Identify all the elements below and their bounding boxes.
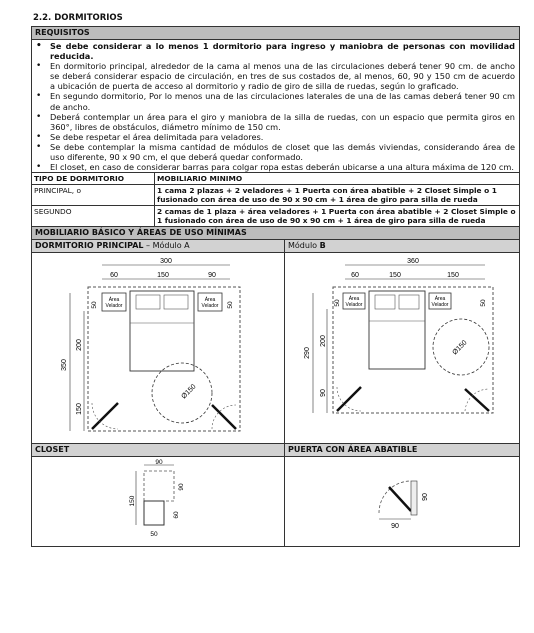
dim-side-left: 50 xyxy=(334,299,341,307)
circle-label: Ø150 xyxy=(180,383,198,401)
requisito-item: • Se debe contemplar la misma cantidad de módulos de closet que las demás viviendas, considerando área de uso diferente, 90 x 90 cm, el que deberá quedar conformado. xyxy=(36,142,515,162)
dim-total-height: 350 xyxy=(61,359,68,372)
table-header-row xyxy=(32,173,519,185)
cell-tipo: SEGUNDO xyxy=(32,206,155,227)
dim-left-0: 200 xyxy=(76,339,83,352)
closet-title-text: CLOSET xyxy=(35,445,70,455)
velador-label: Área xyxy=(348,296,360,303)
closet-box xyxy=(144,501,164,525)
requisito-item: • Deberá contemplar un área para el giro y maniobra de la silla de ruedas, con un espacio que permita giros en 360°, libres de obstáculos, diámetro mínimo de 150 cm. xyxy=(36,112,515,132)
table-row xyxy=(32,185,519,206)
door-leaf xyxy=(212,405,236,429)
dim-left-1: 150 xyxy=(76,403,83,416)
dim-top-0: 60 xyxy=(110,272,118,280)
closet-cell xyxy=(32,444,285,546)
plan-a-title-bold: DORMITORIO PRINCIPAL xyxy=(35,241,144,251)
circle-label: Ø150 xyxy=(451,339,469,357)
door-jamb xyxy=(411,481,417,515)
dim-side-right: 50 xyxy=(227,301,234,309)
plans-row xyxy=(32,240,519,443)
requisitos-list-wrap xyxy=(32,40,519,172)
plan-a-title xyxy=(32,240,284,253)
dim-top-2: 90 xyxy=(208,272,216,280)
door-leaf xyxy=(337,387,361,411)
requisitos-list xyxy=(36,41,515,172)
dim-top-1: 150 xyxy=(389,272,401,280)
velador-label: Área xyxy=(434,296,446,303)
bed-double xyxy=(130,291,194,371)
velador-label: Área xyxy=(204,297,216,304)
dim-total-height: 290 xyxy=(304,347,311,360)
plan-b-title-prefix: Módulo xyxy=(288,241,320,251)
closet-shelf: 60 xyxy=(173,511,180,519)
closet-bottom: 50 xyxy=(150,531,158,539)
dim-side-left: 50 xyxy=(91,301,98,309)
section-title: 2.2. DORMITORIOS xyxy=(33,13,123,23)
velador-label: Velador xyxy=(105,303,123,310)
closet-width: 90 xyxy=(155,459,163,467)
plan-b-cell xyxy=(285,240,519,443)
bed-single xyxy=(369,291,425,369)
dim-total-width: 300 xyxy=(160,258,172,266)
plan-b-title xyxy=(285,240,519,253)
dim-total-width: 360 xyxy=(407,258,419,266)
velador-label: Velador xyxy=(201,303,219,310)
plan-b-drawing xyxy=(285,253,519,438)
dim-top-1: 150 xyxy=(157,272,169,280)
areas-header: MOBILIARIO BÁSICO Y ÁREAS DE USO MÍNIMAS xyxy=(32,226,519,240)
velador-label: Velador xyxy=(431,302,449,309)
door-leaf xyxy=(389,487,411,511)
details-row xyxy=(32,443,519,546)
requisito-item: • En segundo dormitorio, Por lo menos una de las circulaciones laterales de una de las camas deberá tener 90 cm de ancho. xyxy=(36,91,515,111)
col-header-tipo: TIPO DE DORMITORIO xyxy=(32,173,155,185)
requisito-item: • Se debe considerar a lo menos 1 dormitorio para ingreso y maniobra de personas con movilidad reducida. xyxy=(36,41,515,61)
closet-use-depth: 90 xyxy=(178,483,185,491)
cell-mobiliario: 2 camas de 1 plaza + área veladores + 1 Puerta con área abatible + 2 Closet Simple o 1 fusionado con área de uso de 90 x 90 cm + 1 área de giro para silla de rueda xyxy=(155,206,520,227)
puerta-title xyxy=(285,444,519,457)
col-header-mobiliario: MOBILIARIO MINIMO xyxy=(155,173,520,185)
requisito-item: • En dormitorio principal, alrededor de la cama al menos una de las circulaciones deberá tener 90 cm. de ancho se deberá considerar espacio de circulación, en tres de sus costados de, al menos, 60, 90 y 150 cm de acuerdo a ubicación de puerta de acceso al dormitorio y radio de giro de silla de ruedas, según lo graficado. xyxy=(36,61,515,91)
velador-label: Velador xyxy=(345,302,363,309)
closet-use-area xyxy=(144,471,174,501)
door-drawing xyxy=(285,457,519,541)
mobiliario-table xyxy=(32,172,519,226)
velador-label: Área xyxy=(108,297,120,304)
puerta-cell xyxy=(285,444,519,546)
requisito-item: • El closet, en caso de considerar barras para colgar ropa estas deberán ubicarse a una altura máxima de 120 cm. xyxy=(36,162,515,172)
door-horizontal: 90 xyxy=(391,523,399,531)
dim-left-1: 90 xyxy=(320,389,327,398)
door-vertical: 90 xyxy=(422,493,429,502)
closet-drawing xyxy=(32,457,284,541)
closet-height: 150 xyxy=(129,495,136,507)
door-leaf xyxy=(92,403,118,429)
plan-a-cell xyxy=(32,240,285,443)
plan-a-drawing xyxy=(32,253,284,438)
cell-tipo: PRINCIPAL, o xyxy=(32,185,155,206)
cell-mobiliario: 1 cama 2 plazas + 2 veladores + 1 Puerta con área abatible + 2 Closet Simple o 1 fusionado con área de uso de 90 x 90 cm + 1 área de giro para silla de rueda xyxy=(155,185,520,206)
dim-top-2: 150 xyxy=(447,272,459,280)
dim-side-right: 50 xyxy=(480,299,487,307)
closet-title xyxy=(32,444,284,457)
table-row xyxy=(32,206,519,227)
dim-left-0: 200 xyxy=(320,335,327,348)
door-leaf xyxy=(465,389,489,411)
requisitos-header: REQUISITOS xyxy=(32,27,519,40)
requisito-item: • Se debe respetar el área delimitada para veladores. xyxy=(36,132,515,142)
dim-top-0: 60 xyxy=(351,272,359,280)
puerta-title-text: PUERTA CON ÁREA ABATIBLE xyxy=(288,445,418,455)
door-swing xyxy=(379,481,411,513)
plan-a-title-rest: – Módulo A xyxy=(143,241,190,251)
requirements-frame xyxy=(31,26,520,547)
plan-b-title-letter: B xyxy=(319,241,326,251)
